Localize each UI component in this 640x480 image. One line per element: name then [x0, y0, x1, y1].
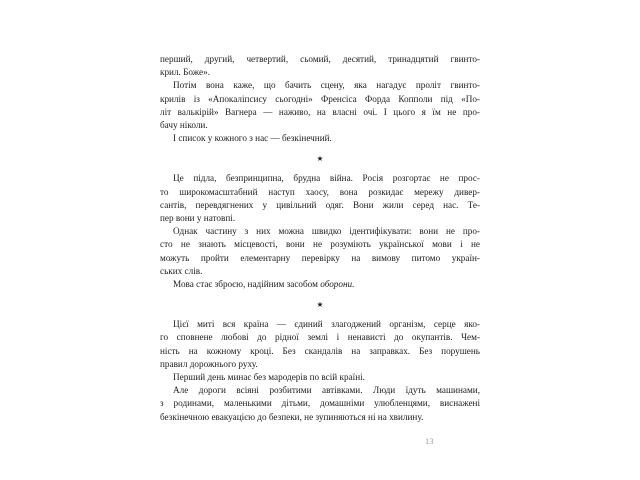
paragraph — [160, 172, 480, 225]
text-line: літ валькірій» Вагнера — наживо, на власні очі. І цього я їм не про- — [160, 106, 480, 117]
text-line: Мова стає зброєю, надійним засобом оборони. — [173, 279, 355, 290]
paragraph — [160, 79, 480, 132]
text-line: го сповнене любові до рідної землі і ненависті до окупантів. Чем- — [160, 332, 480, 343]
text-line: то широкомасштабний наступ хаосу, вона розкидає мережу дивер- — [160, 186, 480, 197]
page-number: 13 — [425, 436, 434, 446]
paragraph — [160, 132, 480, 145]
paragraph — [160, 318, 480, 371]
text-line: сто не знають місцевості, вони не розуміють української мови і не — [160, 239, 480, 250]
text-column — [160, 53, 480, 424]
paragraph — [160, 53, 480, 79]
text-line: сантів, перевдягнених у цивільний одяг. Вони жили серед нас. Те- — [160, 199, 480, 210]
text-line: перший, другий, четвертий, сьомий, десятий, тринадцятий гвинто- — [160, 54, 480, 64]
text-line: Але дороги всіяні розбитими автівками. Люди їдуть машинами, — [173, 385, 480, 396]
text-line: пер вони у натовпі. — [160, 213, 236, 224]
text-line: з родинами, маленькими дітьми, домашніми улюбленцями, виснажені — [160, 398, 480, 409]
text-line: бачу ніколи. — [160, 120, 208, 131]
text-line: Перший день минає без мародерів по всій країні. — [173, 372, 365, 383]
text-line: можуть пройти елементарну перевірку на вимову питомо україн- — [160, 252, 480, 263]
text-line: правил дорожнього руху. — [160, 358, 258, 369]
text-line: крил. Боже». — [160, 67, 210, 78]
text-line: Потім вона каже, що бачить сцену, яка нагадує проліт гвинто- — [173, 80, 480, 91]
section-separator-star: ★ — [316, 300, 324, 310]
text-line: безкінечною евакуацією до безпеки, не зупиняються ні на хвилину. — [160, 411, 424, 422]
section-separator-star: ★ — [316, 154, 324, 164]
text-line: Цієї миті вся країна — єдиний злагоджений організм, серце яко- — [173, 319, 480, 330]
paragraph — [160, 384, 480, 424]
text-line: Це підла, безпринципна, брудна війна. Росія розгортає не прос- — [173, 173, 480, 184]
text-line: І список у кожного з нас — безкінечний. — [173, 133, 332, 144]
text-line: Однак частину з них можна швидко ідентифікувати: вони не про- — [173, 226, 480, 237]
text-line: крилів із «Апокаліпсису сьогодні» Френсіса Форда Копполи під «По- — [160, 93, 480, 104]
paragraph — [160, 225, 480, 278]
text-line: ність на кожному кроці. Без скандалів на заправках. Без порушень — [160, 345, 480, 356]
text-line: ських слів. — [160, 265, 203, 276]
paragraph — [160, 278, 480, 291]
paragraph — [160, 371, 480, 384]
